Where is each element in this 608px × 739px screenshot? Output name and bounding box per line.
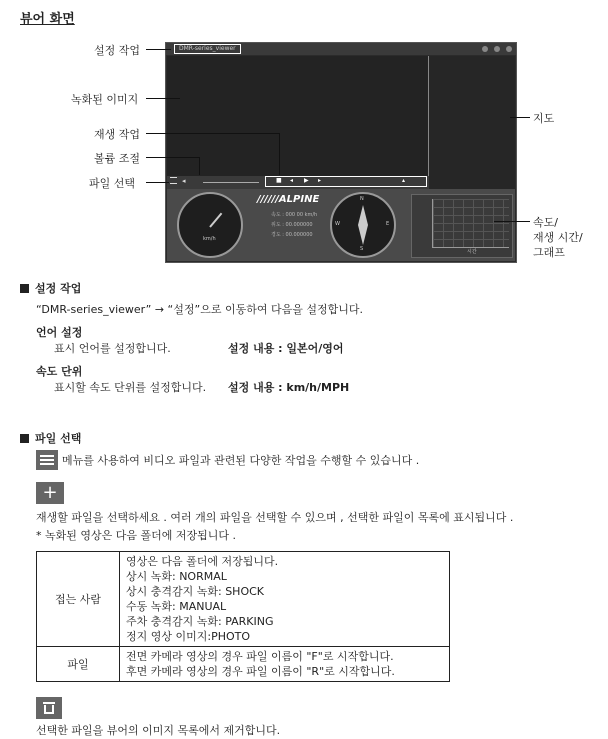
settings-heading: 설정 작업 [20,280,81,296]
fullscreen-button[interactable]: ▴ [402,177,406,184]
leader-map [510,117,530,118]
row1-line: 상시 충격감지 녹화: SHOCK [126,585,265,598]
row1-line: 주차 충격감지 녹화: PARKING [126,615,274,628]
trash-icon [36,697,62,719]
viewer-settings-menu[interactable]: DMR-series_viewer [174,44,241,54]
info-lng: 경도 : 00.000000 [271,232,313,238]
callout-recorded: 녹화된 이미지 [71,93,139,106]
speed-needle [209,213,222,228]
lang-value: 설정 내용 : 일본어/영어 [228,342,344,355]
menu-desc: 메뉴를 사용하여 비디오 파일과 관련된 다양한 작업을 수행할 수 있습니다 . [62,454,420,467]
speed-title: 속도 단위 [36,365,83,378]
maximize-button[interactable] [494,46,500,52]
table-row2-body [120,647,450,682]
compass-s: S [360,246,364,252]
row1-line: 상시 녹화: NORMAL [126,570,227,583]
speed-graph [411,194,513,258]
speedometer-gauge [177,192,243,258]
graph-xlabel: 시간 [467,249,477,255]
compass-needle [358,205,368,245]
playback-controls [265,176,427,187]
delete-desc: 선택한 파일을 뷰어의 이미지 목록에서 제거합니다. [36,724,281,737]
graph-grid [432,199,509,248]
info-speed: 속도 : 000 00 km/h [271,212,318,218]
compass-gauge [330,192,396,258]
table-row1-body [120,552,450,647]
volume-slider[interactable] [203,182,259,183]
lang-desc: 표시 언어를 설정합니다. [54,342,171,355]
leader-settings [146,49,171,50]
callout-settings: 설정 작업 [94,44,141,57]
play-button[interactable]: ▶ [304,177,309,184]
next-button[interactable]: ▸ [318,177,322,184]
callout-graph-3: 그래프 [533,246,565,259]
leader-graph [494,221,530,222]
callout-volume: 볼륨 조절 [94,152,141,165]
leader-playback-h [146,133,279,134]
volume-icon[interactable]: ◂ [182,177,186,185]
callout-file-select: 파일 선택 [89,177,136,190]
add-desc: 재생할 파일을 선택하세요 . 여러 개의 파일을 선택할 수 있으며 , 선택한 파일이 목록에 표시됩니다 . [36,511,514,524]
settings-intro: “DMR-series_viewer” → “설정”으로 이동하여 다음을 설정합니다. [36,303,363,316]
recorded-image-area [167,56,429,176]
control-bar [167,176,429,189]
compass-e: E [386,221,390,227]
dashboard-panel [167,189,515,261]
page-title: 뷰어 화면 [20,12,75,27]
leader-volume-v [199,157,200,175]
row1-line: 수동 녹화: MANUAL [126,600,227,613]
compass-n: N [360,196,364,202]
row1-line: 영상은 다음 폴더에 저장됩니다. [126,555,279,568]
table-row1-head: 접는 사람 [37,552,120,647]
leader-file [146,182,169,183]
prev-button[interactable]: ◂ [290,177,294,184]
folder-note: * 녹화된 영상은 다음 폴더에 저장됩니다 . [36,529,236,542]
menu-icon [36,450,58,470]
plus-icon: + [36,482,64,504]
compass-w: W [335,221,340,227]
alpine-logo: //////ALPINE [257,194,320,205]
leader-recorded [146,98,180,99]
file-heading: 파일 선택 [20,430,81,446]
row1-line: 정지 영상 이미지:PHOTO [126,630,251,643]
callout-graph-1: 속도/ [533,216,558,229]
callout-map: 지도 [533,112,555,125]
map-area [429,56,515,189]
viewer-titlebar [166,43,516,55]
stop-button[interactable]: ■ [276,177,282,184]
table-row2-head: 파일 [37,647,120,682]
close-button[interactable] [506,46,512,52]
leader-volume-h [146,157,199,158]
speed-desc: 표시할 속도 단위를 설정합니다. [54,381,207,394]
gauge-unit: km/h [203,236,216,242]
menu-icon[interactable] [170,177,177,184]
row2-line: 전면 카메라 영상의 경우 파일 이름이 "F"로 시작합니다. [126,650,394,663]
row2-line: 후면 카메라 영상의 경우 파일 이름이 "R"로 시작합니다. [126,665,395,678]
viewer-window [165,42,517,263]
folder-table [36,551,450,682]
callout-playback: 재생 작업 [94,128,141,141]
minimize-button[interactable] [482,46,488,52]
info-lat: 위도 : 00.000000 [271,222,313,228]
lang-title: 언어 설정 [36,326,83,339]
speed-value: 설정 내용 : km/h/MPH [228,381,350,394]
callout-graph-2: 재생 시간/ [533,231,583,244]
leader-playback-v [279,133,280,175]
